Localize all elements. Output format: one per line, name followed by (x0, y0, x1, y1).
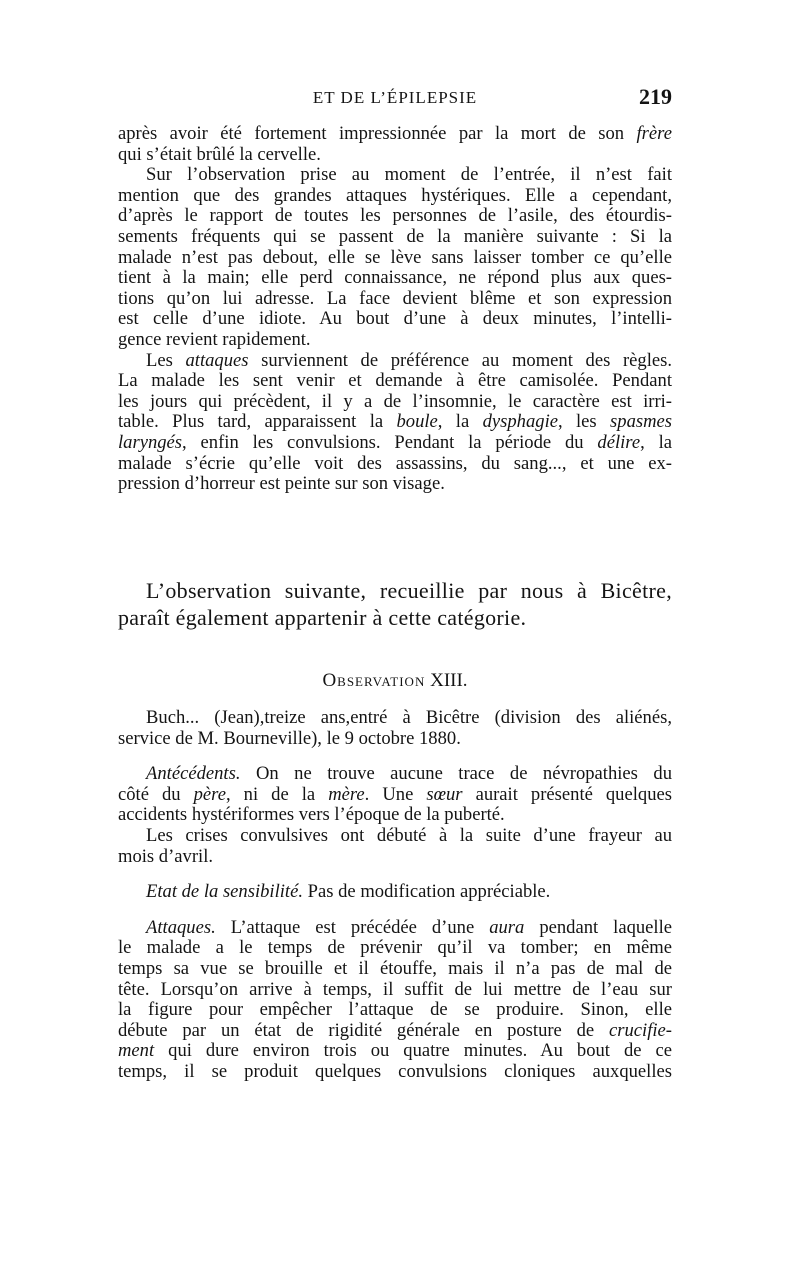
text-line: accidents hystériformes vers l’époque de la puberté. (118, 804, 505, 826)
text-line: Les attaques surviennent de préférence au moment des règles. (146, 349, 672, 371)
text-line: mention que des grandes attaques hystériques. Elle a cependant, (118, 184, 672, 206)
text-line: Etat de la sensibilité. Pas de modification appréciable. (146, 881, 551, 903)
text-line: après avoir été fortement impressionnée par la mort de son frère (118, 123, 672, 144)
text-line: Attaques. L’attaque est précédée d’une aura pendant laquelle (146, 916, 672, 938)
text-block-2 (118, 577, 672, 631)
page-number: 219 (639, 84, 672, 109)
text-line: sements fréquents qui se passent de la manière suivante : Si la (118, 225, 672, 247)
text-line: table. Plus tard, apparaissent la boule, la dysphagie, les spasmes (118, 411, 673, 433)
text-line: d’après le rapport de toutes les personnes de l’asile, des étourdis- (118, 205, 672, 227)
text-line: les jours qui précèdent, il y a de l’insomnie, le caractère est irri- (118, 390, 672, 412)
text-line: malade s’écrie qu’elle voit des assassins, du sang..., et une ex- (118, 452, 672, 474)
text-line: ment qui dure environ trois ou quatre minutes. Au bout de ce (118, 1040, 672, 1062)
text-line: temps, il se produit quelques convulsions cloniques auxquelles (118, 1060, 672, 1082)
text-line: tions qu’on lui adresse. La face devient blême et son expression (118, 287, 672, 309)
observation-number: XIII. (430, 670, 468, 691)
running-head (118, 84, 672, 116)
text-line: Antécédents. On ne trouve aucune trace de névropathies du (146, 763, 672, 785)
text-line: gence revient rapidement. (118, 328, 311, 350)
text-line: malade n’est pas debout, elle se lève sans laisser tomber ce qu’elle (118, 246, 672, 268)
text-line: tient à la main; elle perd connaissance, ne répond plus aux ques- (118, 267, 672, 289)
text-line: temps sa vue se brouille et il étouffe, mais il n’a pas de mal de (118, 957, 672, 979)
text-line: Buch... (Jean),treize ans,entré à Bicêtre (division des aliénés, (146, 707, 672, 728)
text-line: la figure pour empêcher l’attaque de se produire. Sinon, elle (118, 999, 672, 1021)
text-block-3 (118, 708, 672, 1083)
text-block-1 (118, 124, 672, 495)
text-line: tête. Lorsqu’on arrive à temps, il suffit de lui mettre de l’eau sur (118, 978, 672, 1000)
text-line: service de M. Bourneville), le 9 octobre 1880. (118, 727, 461, 749)
text-line: Les crises convulsives ont débuté à la suite d’une frayeur au (146, 824, 672, 846)
text-line: paraît également appartenir à cette catégorie. (118, 605, 527, 630)
text-line: mois d’avril. (118, 845, 214, 867)
text-line: le malade a le temps de prévenir qu’il va tomber; en même (118, 937, 672, 959)
running-title: ET DE L’ÉPILEPSIE (312, 88, 478, 107)
text-line: est celle d’une idiote. Au bout d’une à deux minutes, l’intelli- (118, 308, 672, 330)
observation-label: Observation (322, 670, 426, 691)
observation-heading (118, 670, 672, 692)
text-line: débute par un état de rigidité générale en posture de crucifie- (118, 1019, 672, 1041)
text-line: pression d’horreur est peinte sur son visage. (118, 473, 445, 495)
text-line: qui s’était brûlé la cervelle. (118, 143, 321, 165)
text-line: La malade les sent venir et demande à être camisolée. Pendant (118, 370, 672, 392)
text-line: Sur l’observation prise au moment de l’entrée, il n’est fait (146, 164, 672, 186)
text-line: laryngés, enfin les convulsions. Pendant la période du délire, la (118, 431, 672, 453)
text-line: côté du père, ni de la mère. Une sœur aurait présenté quelques (118, 783, 672, 805)
text-line: L’observation suivante, recueillie par nous à Bicêtre, (146, 578, 672, 603)
